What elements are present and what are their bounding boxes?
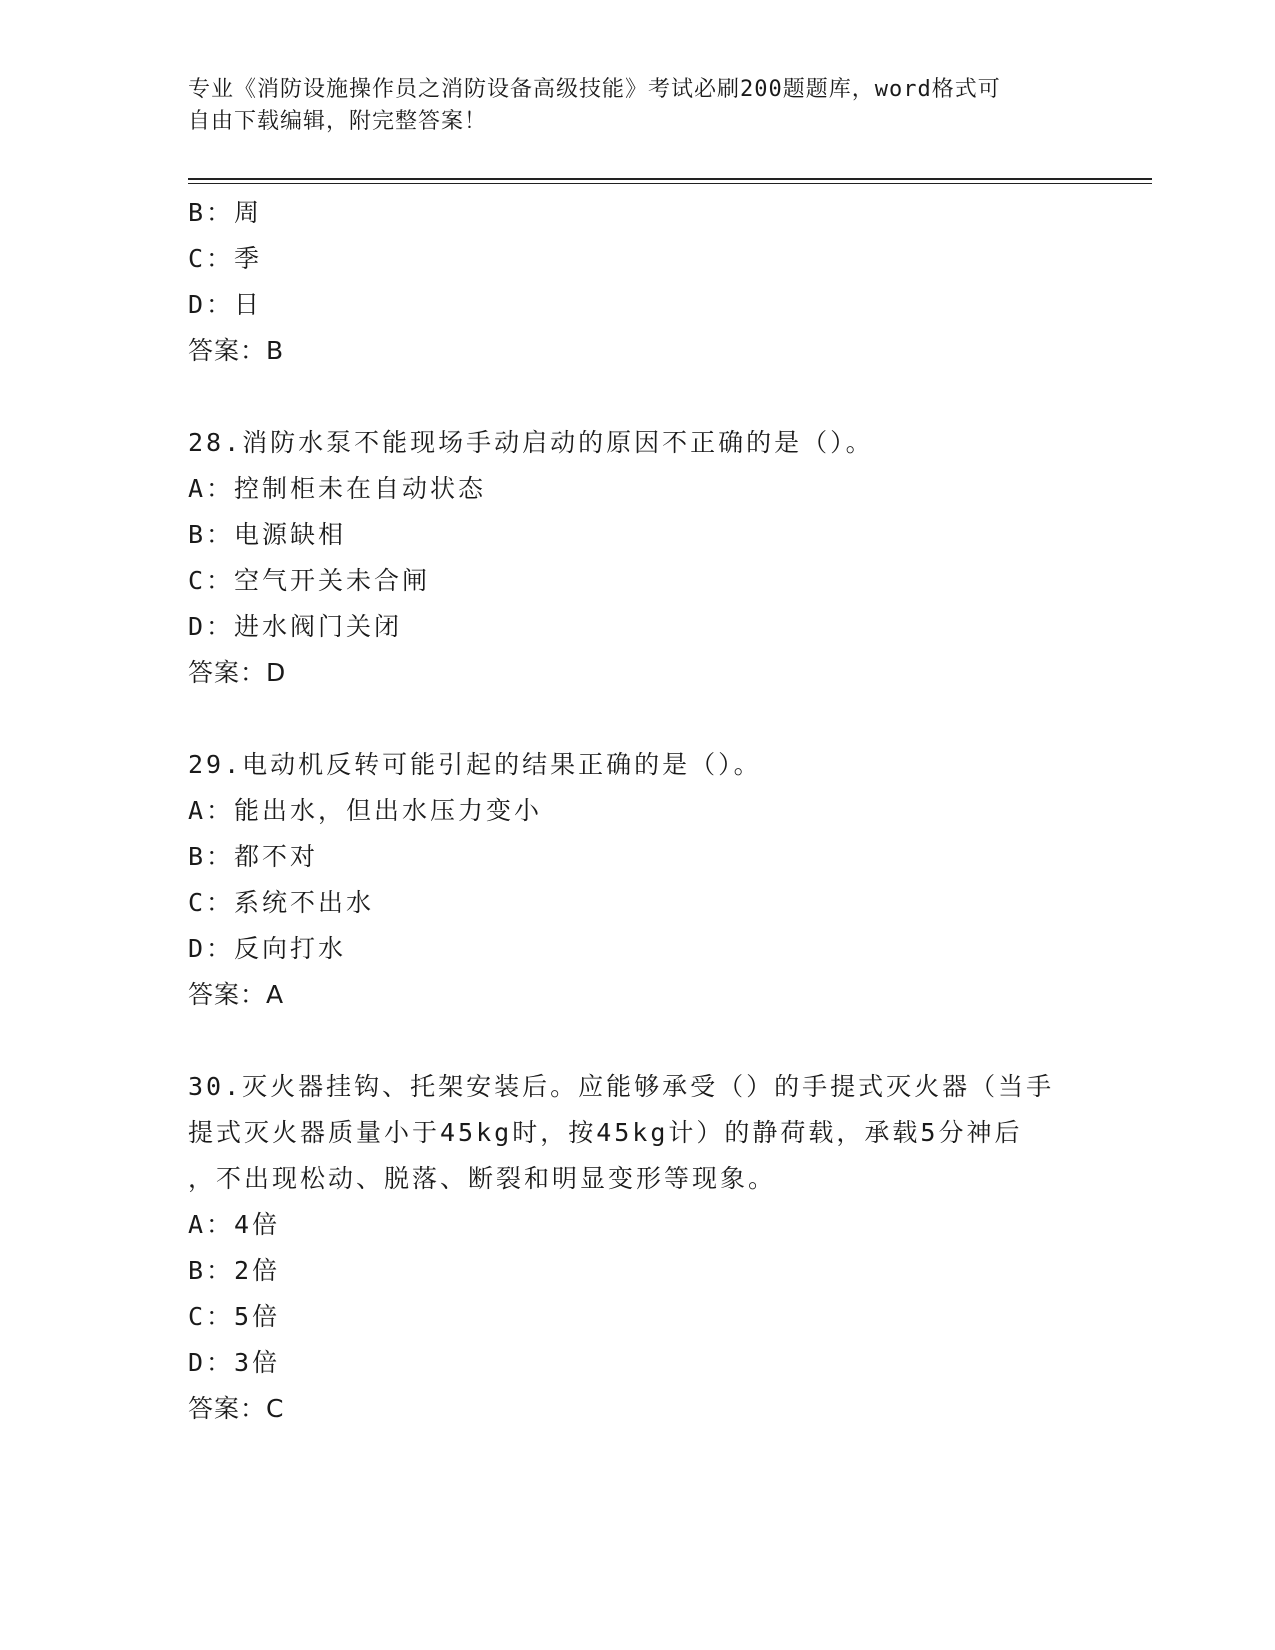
spacer [188,696,1088,742]
option-a: A：4倍 [188,1210,281,1239]
option-a: A：控制柜未在自动状态 [188,474,487,503]
question-text: 28.消防水泵不能现场手动启动的原因不正确的是（）。 [188,428,874,457]
question-list [188,190,1088,1432]
answer: 答案：A [188,980,285,1009]
option-b: B：都不对 [188,842,319,871]
option-c: C：系统不出水 [188,888,375,917]
option-b: B：电源缺相 [188,520,347,549]
question-text: 29.电动机反转可能引起的结果正确的是（）。 [188,750,762,779]
spacer [188,374,1088,420]
header-line-2: 自由下载编辑，附完整答案！ [188,109,488,134]
option-c: C：季 [188,244,263,273]
document-header [188,74,1068,138]
header-line-1: 专业《消防设施操作员之消防设备高级技能》考试必刷200题题库，word格式可 [188,77,1001,102]
answer: 答案：D [188,658,287,687]
question-27 [188,190,1088,374]
option-d: D：日 [188,290,263,319]
question-text-line-2: 提式灭火器质量小于45kg时，按45kg计）的静荷载，承载5分神后 [188,1118,1023,1147]
answer: 答案：B [188,336,285,365]
option-d: D：进水阀门关闭 [188,612,403,641]
header-divider-thin [188,183,1152,184]
option-c: C：空气开关未合闸 [188,566,431,595]
option-d: D：反向打水 [188,934,347,963]
option-b: B：2倍 [188,1256,281,1285]
header-divider-thick [188,178,1152,180]
option-d: D：3倍 [188,1348,281,1377]
option-a: A：能出水，但出水压力变小 [188,796,543,825]
question-text-line-3: ，不出现松动、脱落、断裂和明显变形等现象。 [188,1164,777,1193]
question-30 [188,1064,1088,1432]
spacer [188,1018,1088,1064]
option-c: C：5倍 [188,1302,281,1331]
question-29 [188,742,1088,1018]
question-text-line-1: 30.灭火器挂钩、托架安装后。应能够承受（）的手提式灭火器（当手 [188,1072,1055,1101]
option-b: B：周 [188,198,263,227]
question-28 [188,420,1088,696]
answer: 答案：C [188,1394,285,1423]
